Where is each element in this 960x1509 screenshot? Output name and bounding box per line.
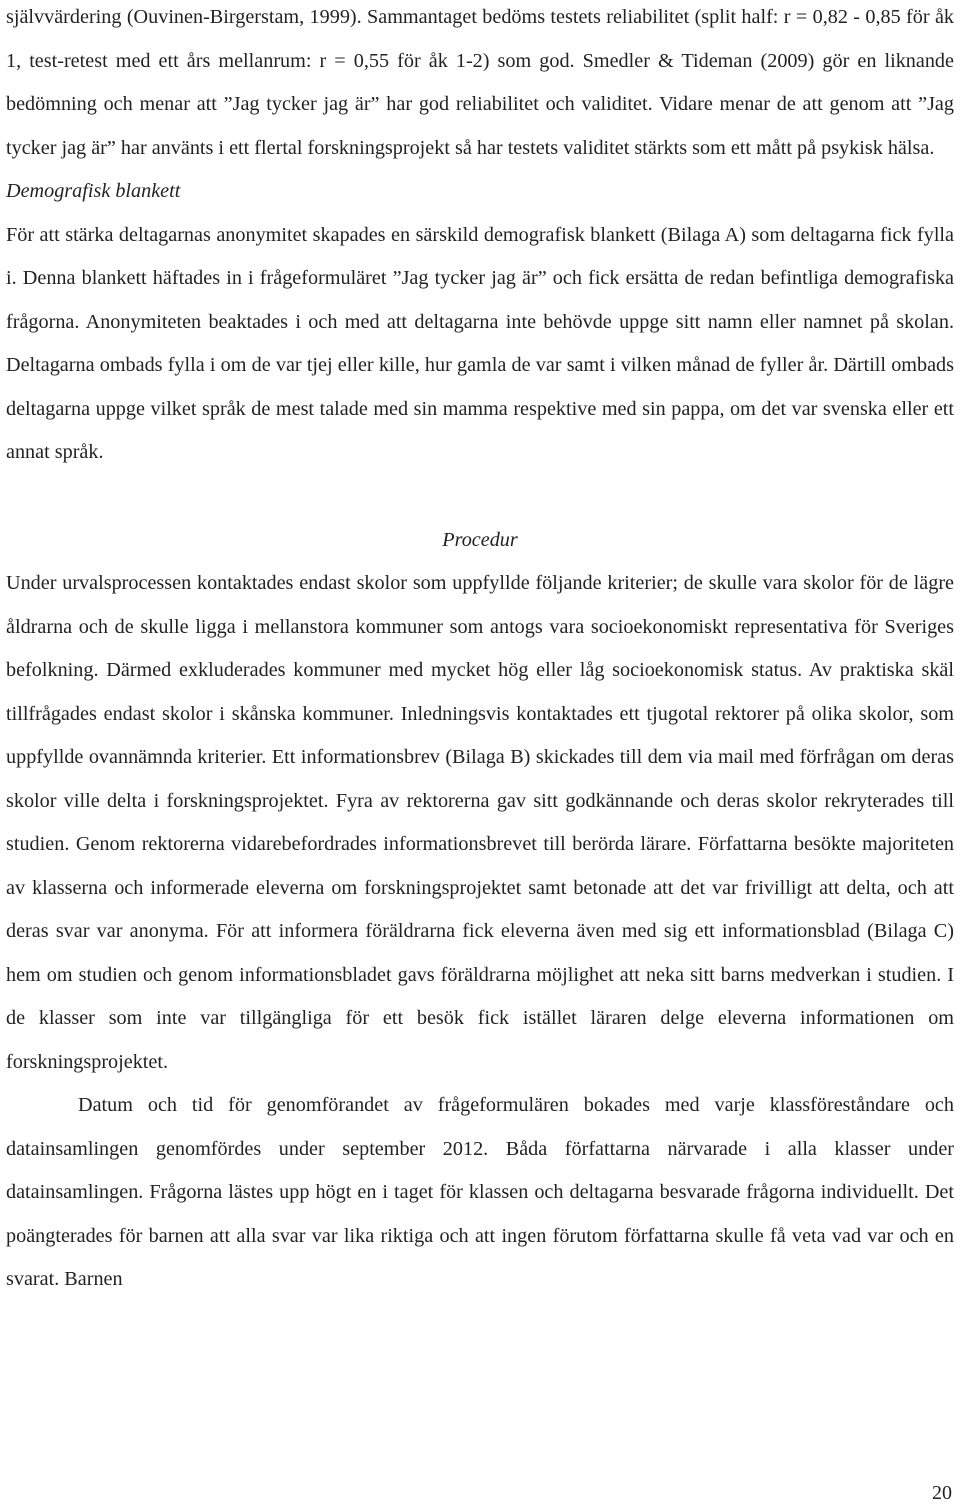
section-heading-demografisk: Demografisk blankett [6,180,181,202]
body-paragraph: självvärdering (Ouvinen-Birgerstam, 1999). Sammantaget bedöms testets reliabilitet (split half: r = 0,82 - 0,85 för åk 1, test-retest med ett års mellanrum: r = 0,55 för åk 1-2) som god. Smedler & Tideman (2009) gör en liknande bedömning och menar att ”Jag tycker jag är” har god reliabilitet och validitet. Vidare menar de att genom att ”Jag tycker jag är” har använts i ett flertal forskningsprojekt så har testets validitet stärkts som ett mått på psykisk hälsa. [6,6,954,159]
body-paragraph: Under urvalsprocessen kontaktades endast skolor som uppfyllde följande kriterier; de skulle vara skolor för de lägre åldrarna och de skulle ligga i mellanstora kommuner som antogs vara socioekonomiskt representativa för Sveriges befolkning. Därmed exkluderades kommuner med mycket hög eller låg socioekonomisk status. Av praktiska skäl tillfrågades endast skolor i skånska kommuner. Inledningsvis kontaktades ett tjugotal rektorer på olika skolor, som uppfyllde ovannämnda kriterier. Ett informationsbrev (Bilaga B) skickades till dem via mail med förfrågan om deras skolor ville delta i forskningsprojektet. Fyra av rektorerna gav sitt godkännande och deras skolor rekryterades till studien. Genom rektorerna vidarebefordrades informationsbrevet till berörda lärare. Författarna besökte majoriteten av klasserna och informerade eleverna om forskningsprojektet samt betonade att det var frivilligt att delta, och att deras svar var anonyma. För att informera föräldrarna fick eleverna även med sig ett informationsblad (Bilaga C) hem om studien och genom informationsbladet gavs föräldrarna möjlighet att neka sitt barns medverkan i studien. I de klasser som inte var tillgängliga för ett besök fick istället läraren delge eleverna informationen om forskningsprojektet. [6,572,954,1073]
section-heading-procedur: Procedur [442,528,518,551]
body-paragraph: För att stärka deltagarnas anonymitet skapades en särskild demografisk blankett (Bilaga A) som deltagarna fick fylla i. Denna blankett häftades in i frågeformuläret ”Jag tycker jag är” och fick ersätta de redan befintliga demografiska frågorna. Anonymiteten beaktades i och med att deltagarna inte behövde uppge sitt namn eller namnet på skolan. Deltagarna ombads fylla i om de var tjej eller kille, hur gamla de var samt i vilken månad de fyller år. Därtill ombads deltagarna uppge vilket språk de mest talade med sin mamma respektive med sin pappa, om det var svenska eller ett annat språk. [6,223,954,463]
page-number: 20 [932,1482,952,1504]
body-paragraph: Datum och tid för genomförandet av frågeformulären bokades med varje klassföreståndare och datainsamlingen genomfördes under september 2012. Båda författarna närvarade i alla klasser under datainsamlingen. Frågorna lästes upp högt en i taget för klassen och deltagarna besvarade frågorna individuellt. Det poängterades för barnen att alla svar var lika riktiga och att ingen förutom författarna skulle få veta vad var och en svarat. Barnen [6,1094,954,1290]
paragraph-spacer [6,475,954,519]
